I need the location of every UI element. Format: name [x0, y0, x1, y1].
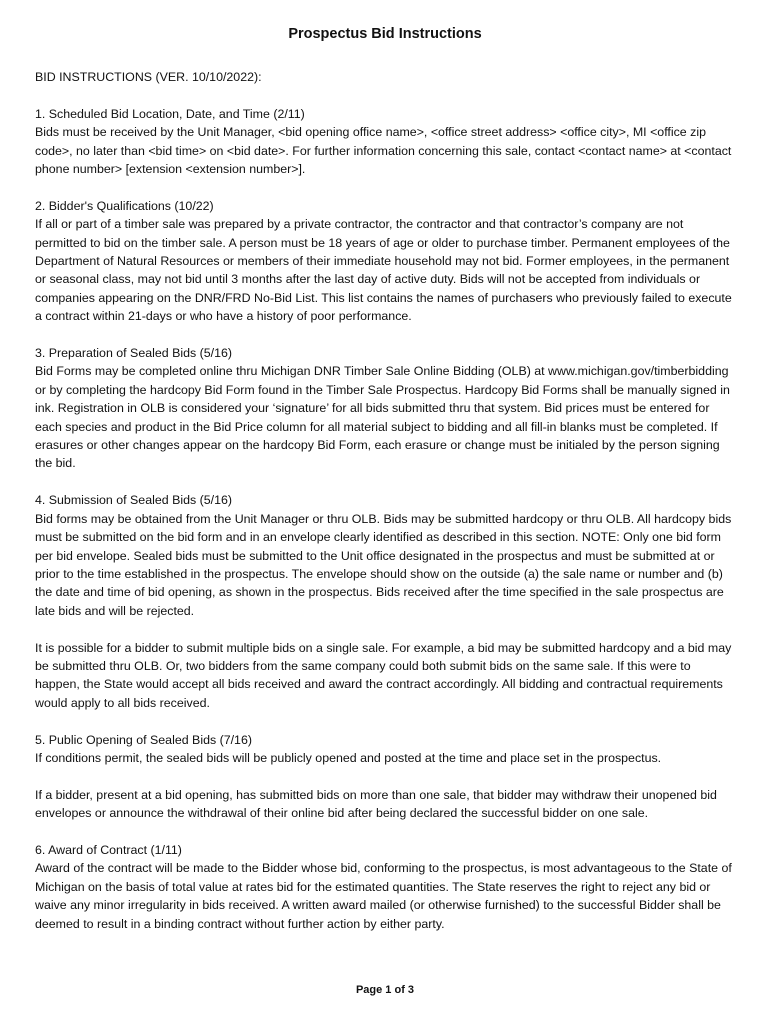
section-6 [35, 841, 737, 933]
section-1 [35, 105, 737, 179]
section-5 [35, 731, 737, 768]
page-number: Page 1 of 3 [355, 984, 415, 996]
section-5-paragraph-2: If a bidder, present at a bid opening, has submitted bids on more than one sale, that bidder may withdraw their unopened bid envelopes or announce the withdrawal of their online bid after being declared the successful bidder on one sale. [35, 787, 717, 821]
section-paragraph: Bid Forms may be completed online thru Michigan DNR Timber Sale Online Bidding (OLB) at www.michigan.gov/timberbidding or by completing the hardcopy Bid Form found in the Timber Sale Prospectus. Hardcopy Bid Forms shall be manually signed in ink. Registration in OLB is considered your ‘signature’ for all bids submitted thru that system. Bid prices must be entered for each species and product in the Bid Price column for all material subject to bidding and all fill-in blanks must be completed. If erasures or other changes appear on the hardcopy Bid Form, each erasure or change must be initialed by the person signing the bid. [35, 364, 730, 471]
section-heading: 4. Submission of Sealed Bids (5/16) [35, 493, 232, 508]
section-paragraph: Bids must be received by the Unit Manager, <bid opening office name>, <office street address> <office city>, MI <office zip code>, no later than <bid time> on <bid date>. For further information concerning this sale, contact <contact name> at <contact phone number> [extension <extension number>]. [35, 125, 732, 177]
section-heading: 3. Preparation of Sealed Bids (5/16) [35, 346, 232, 361]
section-3 [35, 344, 737, 473]
section-paragraph: Award of the contract will be made to the Bidder whose bid, conforming to the prospectus, is most advantageous to the State of Michigan on the basis of total value at rates bid for the estimated quantities. The State reserves the right to reject any bid or waive any minor irregularity in bids received. A written award mailed (or otherwise furnished) to the successful Bidder shall be deemed to result in a binding contract without further action by either party. [35, 861, 732, 931]
section-paragraph: If conditions permit, the sealed bids will be publicly opened and posted at the time and place set in the prospectus. [35, 750, 662, 765]
section-heading: 1. Scheduled Bid Location, Date, and Time (2/11) [35, 106, 305, 121]
document-title: Prospectus Bid Instructions [288, 26, 482, 42]
section-heading: 5. Public Opening of Sealed Bids (7/16) [35, 732, 252, 747]
section-4-paragraph-2: It is possible for a bidder to submit multiple bids on a single sale. For example, a bid may be submitted hardcopy and a bid may be submitted thru OLB. Or, two bidders from the same company could both submit bids on the same sale. If this were to happen, the State would accept all bids received and award the contract accordingly. All bidding and contractual requirements would apply to all bids received. [35, 640, 732, 710]
section-heading: 6. Award of Contract (1/11) [35, 842, 182, 857]
section-2 [35, 197, 737, 326]
intro-line: BID INSTRUCTIONS (VER. 10/10/2022): [35, 70, 262, 84]
section-paragraph: If all or part of a timber sale was prepared by a private contractor, the contractor and that contractor’s company are not permitted to bid on the timber sale. A person must be 18 years of age or older to purchase timber. Permanent employees of the Department of Natural Resources or members of their immediate household may not bid. Former employees, in the permanent or seasonal class, may not bid until 3 months after the last day of active duty. Bids will not be accepted from individuals or companies appearing on the DNR/FRD No-Bid List. This list contains the names of purchasers who previously failed to execute a contract within 21-days or who have a history of poor performance. [35, 217, 732, 324]
section-heading: 2. Bidder's Qualifications (10/22) [35, 198, 214, 213]
document-body [35, 68, 737, 951]
section-paragraph: Bid forms may be obtained from the Unit Manager or thru OLB. Bids may be submitted hardcopy or thru OLB. All hardcopy bids must be submitted on the bid form and in an envelope clearly identified as described in this section. NOTE: Only one bid form per bid envelope. Sealed bids must be submitted to the Unit office designated in the prospectus and must be submitted at or prior to the time established in the prospectus. The envelope should show on the outside (a) the sale name or number and (b) the date and time of bid opening, as shown in the prospectus. Bids received after the time specified in the sale prospectus are late bids and will be rejected. [35, 511, 732, 618]
section-4 [35, 491, 737, 620]
